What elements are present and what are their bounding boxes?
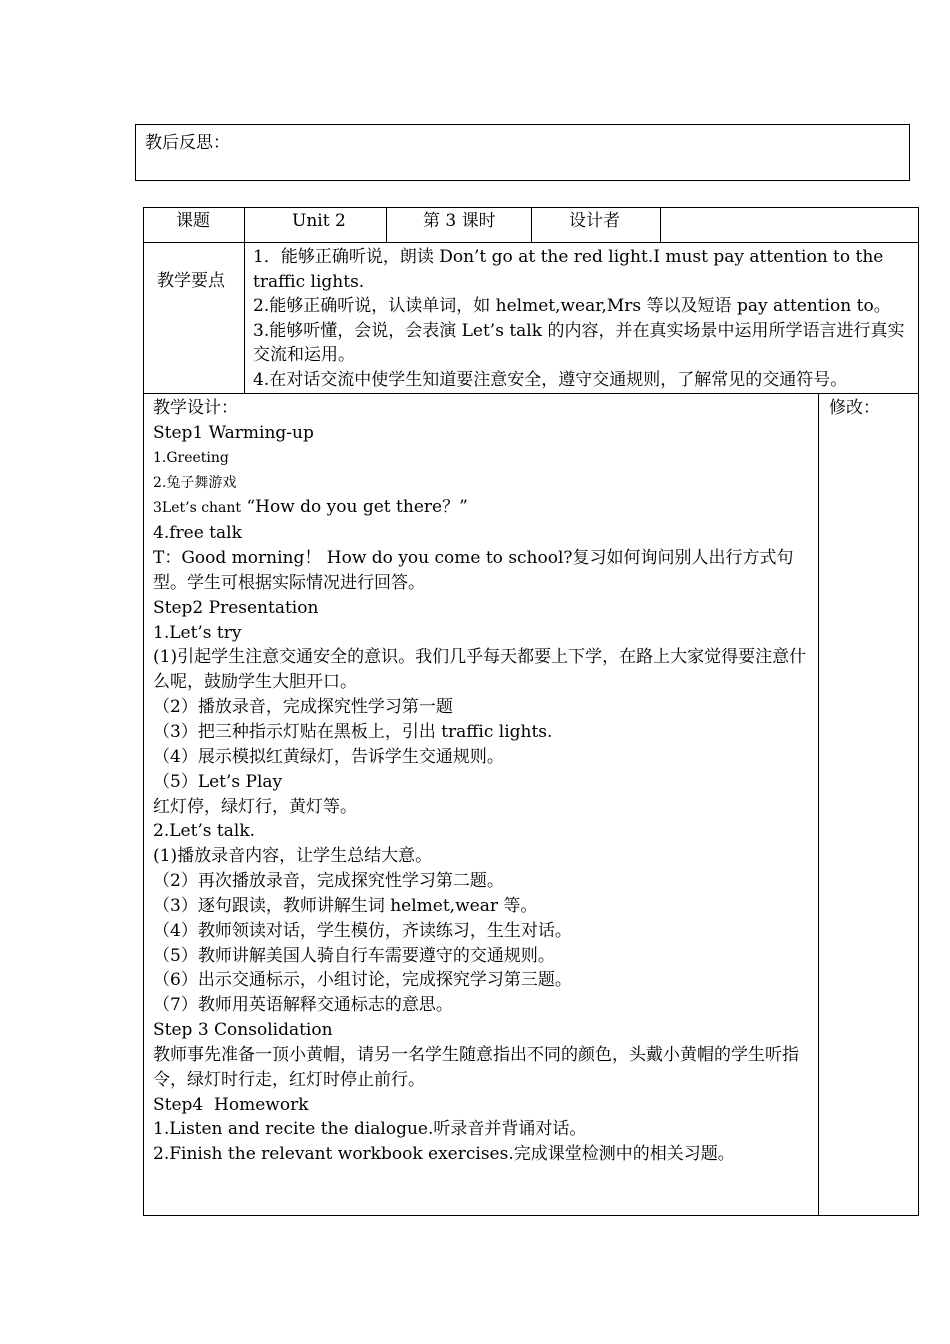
step3-title: Step 3 Consolidation xyxy=(153,1020,333,1041)
lesson-number: 第 3 课时 xyxy=(423,211,496,231)
col-divider-4 xyxy=(660,207,661,243)
step1-chant xyxy=(153,495,818,521)
objective-item: 4.在对话交流中使学生知道要注意安全，遵守交通规则，了解常见的交通符号。 xyxy=(253,369,848,390)
objective-item: 1．能够正确听说，朗读 Don’t go at the red light.I must pay attention to the traffic lights. xyxy=(253,247,884,292)
step2-lets-try: 1.Let’s try xyxy=(153,622,242,643)
step1-game: 2.兔子舞游戏 xyxy=(153,474,237,491)
step2-talk-3: （3）逐句跟读，教师讲解生词 helmet,wear 等。 xyxy=(153,895,538,916)
step4-item-1: 1.Listen and recite the dialogue.听录音并背诵对话。 xyxy=(153,1119,587,1140)
step2-try-6: 红灯停，绿灯行，黄灯等。 xyxy=(153,796,357,817)
step3-activity: 教师事先准备一顶小黄帽，请另一名学生随意指出不同的颜色，头戴小黄帽的学生听指令，绿灯时行走，红灯时停止前行。 xyxy=(153,1044,799,1090)
step4-item-2: 2.Finish the relevant workbook exercises.完成课堂检测中的相关习题。 xyxy=(153,1144,735,1165)
step1-greeting: 1.Greeting xyxy=(153,449,229,466)
step1-chant-title: “How do you get there？” xyxy=(241,497,468,518)
step1-title: Step1 Warming-up xyxy=(153,422,314,443)
topic-label: 课题 xyxy=(176,211,210,231)
objective-item: 3.能够听懂，会说，会表演 Let’s talk 的内容，并在真实场景中运用所学语言进行真实交流和运用。 xyxy=(253,320,905,365)
step4-title: Step4 Homework xyxy=(153,1094,309,1115)
objectives-list xyxy=(253,245,913,392)
reflection-label: 教后反思： xyxy=(145,133,230,153)
step2-talk-2: （2）再次播放录音，完成探究性学习第二题。 xyxy=(153,871,504,892)
revise-label: 修改： xyxy=(829,398,880,418)
unit-title: Unit 2 xyxy=(292,211,346,231)
col-divider-1 xyxy=(244,207,245,394)
step2-talk-5: （5）教师讲解美国人骑自行车需要遵守的交通规则。 xyxy=(153,945,555,966)
step2-talk-1: (1)播放录音内容，让学生总结大意。 xyxy=(153,846,433,867)
col-divider-3 xyxy=(531,207,532,243)
step2-try-5: （5）Let’s Play xyxy=(153,771,283,792)
design-label: 教学设计： xyxy=(153,398,238,418)
step1-dialogue: T：Good morning！ How do you come to school?复习如何询问别人出行方式句型。学生可根据实际情况进行回答。 xyxy=(153,548,794,593)
teaching-design xyxy=(153,396,818,1167)
step2-talk-6: （6）出示交通标示，小组讨论，完成探究学习第三题。 xyxy=(153,970,572,991)
reflection-box xyxy=(135,124,910,181)
step2-title: Step2 Presentation xyxy=(153,597,319,618)
objectives-label: 教学要点 xyxy=(157,271,225,291)
step2-try-4: （4）展示模拟红黄绿灯，告诉学生交通规则。 xyxy=(153,746,504,767)
designer-label: 设计者 xyxy=(569,211,620,231)
step1-chant-prefix: 3Let’s chant xyxy=(153,500,242,517)
step2-try-1: (1)引起学生注意交通安全的意识。我们几乎每天都要上下学，在路上大家觉得要注意什么呢，鼓励学生大胆开口。 xyxy=(153,647,807,693)
step1-free-talk: 4.free talk xyxy=(153,523,242,544)
step2-try-3: （3）把三种指示灯贴在黑板上，引出 traffic lights. xyxy=(153,721,553,742)
row-divider-objectives xyxy=(143,393,919,394)
step2-lets-talk: 2.Let’s talk. xyxy=(153,821,256,842)
step2-try-2: （2）播放录音，完成探究性学习第一题 xyxy=(153,697,453,718)
objective-item: 2.能够正确听说，认读单词，如 helmet,wear,Mrs 等以及短语 pay attention to。 xyxy=(253,296,891,316)
step2-talk-7: （7）教师用英语解释交通标志的意思。 xyxy=(153,995,453,1016)
step2-talk-4: （4）教师领读对话，学生模仿，齐读练习，生生对话。 xyxy=(153,920,572,941)
col-divider-2 xyxy=(386,207,387,243)
col-divider-revise xyxy=(818,393,819,1216)
